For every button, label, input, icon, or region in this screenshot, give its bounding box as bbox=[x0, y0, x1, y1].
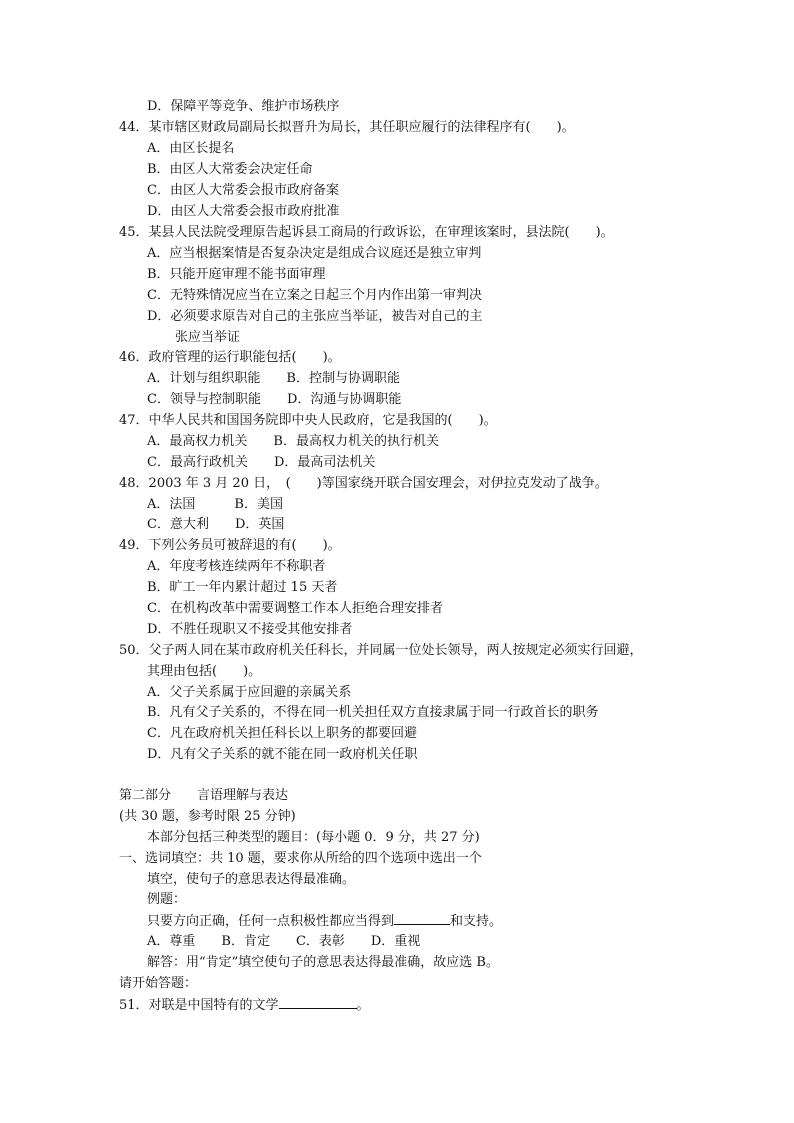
q47-stem: 47．中华人民共和国国务院即中央人民政府，它是我国的( )。 bbox=[119, 413, 497, 428]
q46-options-cd: C．领导与控制职能 D．沟通与协调职能 bbox=[147, 392, 402, 407]
q49-option-a: A．年度考核连续两年不称职者 bbox=[147, 559, 326, 574]
example-sentence-part2: 和支持。 bbox=[450, 914, 503, 929]
q45-option-a: A．应当根据案情是否复杂决定是组成合议庭还是独立审判 bbox=[147, 246, 482, 261]
example-answer: 解答：用“肯定”填空使句子的意思表达得最准确，故应选 B。 bbox=[147, 955, 499, 970]
q50-stem: 50．父子两人同在某市政府机关任科长，并同属一位处长领导，两人按规定必须实行回避， bbox=[119, 643, 643, 658]
q48-options-ab: A．法国 B．美国 bbox=[147, 497, 283, 512]
example-blank bbox=[394, 912, 450, 925]
q48-stem: 48．2003 年 3 月 20 日， ( )等国家绕开联合国安理会，对伊拉克发动了战争。 bbox=[119, 476, 608, 491]
q49-option-d: D．不胜任现职又不接受其他安排者 bbox=[147, 622, 353, 637]
example-sentence-part1: 只要方向正确，任何一点积极性都应当得到 bbox=[147, 914, 395, 929]
q44-option-b: B．由区人大常委会决定任命 bbox=[147, 162, 313, 177]
section-instructions: 本部分包括三种类型的题目：(每小题 0．9 分，共 27 分) bbox=[147, 830, 480, 845]
q50-stem-cont: 其理由包括( )。 bbox=[147, 664, 262, 679]
example-sentence bbox=[147, 912, 502, 929]
example-options: A．尊重 B．肯定 C．表彰 D．重视 bbox=[147, 934, 421, 949]
example-label: 例题： bbox=[147, 892, 187, 907]
q44-option-d: D．由区人大常委会报市政府批准 bbox=[147, 204, 340, 219]
section-title: 第二部分 言语理解与表达 bbox=[119, 788, 289, 803]
q46-stem: 46．政府管理的运行职能包括( )。 bbox=[119, 350, 341, 365]
q51-stem bbox=[119, 996, 370, 1013]
q45-option-c: C．无特殊情况应当在立案之日起三个月内作出第一审判决 bbox=[147, 288, 482, 303]
q44-stem: 44．某市辖区财政局副局长拟晋升为局长，其任职应履行的法律程序有( )。 bbox=[119, 120, 575, 135]
q45-option-d-cont: 张应当举证 bbox=[175, 330, 241, 345]
q45-option-d: D．必须要求原告对自己的主张应当举证，被告对自己的主 bbox=[147, 309, 483, 324]
q50-option-c: C．凡在政府机关担任科长以上职务的都要回避 bbox=[147, 726, 417, 741]
start-prompt: 请开始答题： bbox=[119, 976, 198, 991]
q47-options-cd: C．最高行政机关 D．最高司法机关 bbox=[147, 455, 376, 470]
q44-option-a: A．由区长提名 bbox=[147, 141, 235, 156]
q44-option-c: C．由区人大常委会报市政府备案 bbox=[147, 183, 339, 198]
q45-stem: 45．某县人民法院受理原告起诉县工商局的行政诉讼，在审理该案时，县法院( )。 bbox=[119, 225, 614, 240]
q50-option-d: D．凡有父子关系的就不能在同一政府机关任职 bbox=[147, 747, 418, 762]
q43-option-d: D．保障平等竞争、维护市场秩序 bbox=[147, 99, 340, 114]
q45-option-b: B．只能开庭审理不能书面审理 bbox=[147, 267, 326, 282]
q49-stem: 49．下列公务员可被辞退的有( )。 bbox=[119, 538, 341, 553]
q50-option-b: B．凡有父子关系的，不得在同一机关担任双方直接隶属于同一行政首长的职务 bbox=[147, 705, 599, 720]
q49-option-c: C．在机构改革中需要调整工作本人拒绝合理安排者 bbox=[147, 601, 443, 616]
q46-options-ab: A．计划与组织职能 B．控制与协调职能 bbox=[147, 371, 400, 386]
q47-options-ab: A．最高权力机关 B．最高权力机关的执行机关 bbox=[147, 434, 439, 449]
q48-options-cd: C．意大利 D．英国 bbox=[147, 517, 285, 532]
part-one-heading: 一、选词填空：共 10 题，要求你从所给的四个选项中选出一个 bbox=[119, 851, 482, 866]
q51-blank bbox=[279, 996, 357, 1009]
q49-option-b: B．旷工一年内累计超过 15 天者 bbox=[147, 580, 338, 595]
section-subtitle: (共 30 题，参考时限 25 分钟) bbox=[119, 809, 296, 824]
q51-stem-end: 。 bbox=[356, 998, 370, 1013]
q50-option-a: A．父子关系属于应回避的亲属关系 bbox=[147, 685, 352, 700]
q51-stem-text: 51．对联是中国特有的文学 bbox=[119, 998, 279, 1013]
part-one-heading-cont: 填空，使句子的意思表达得最准确。 bbox=[147, 872, 356, 887]
